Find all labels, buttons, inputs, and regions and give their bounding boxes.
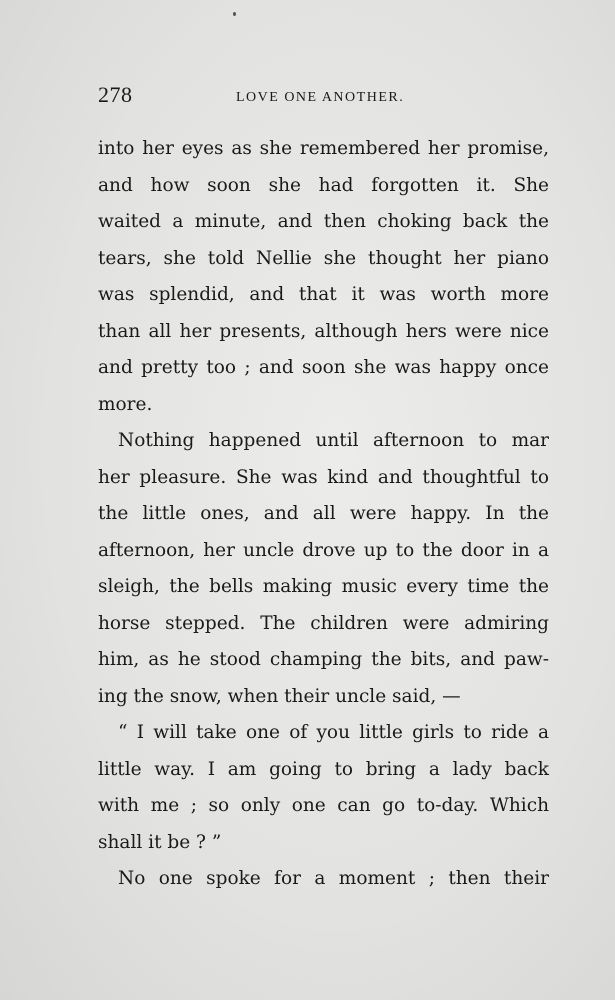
text-line: him, as he stood champing the bits, and paw- xyxy=(98,649,549,670)
text-line: afternoon, her uncle drove up to the door in a xyxy=(98,539,549,561)
text-line: “ I will take one of you little girls to ride a xyxy=(118,722,549,743)
text-line: Nothing happened until afternoon to mar xyxy=(118,430,549,451)
text-line: horse stepped. The children were admiring xyxy=(98,612,549,634)
text-line: and how soon she had forgotten it. She xyxy=(98,174,549,196)
body-text xyxy=(98,131,549,898)
text-line: little way. I am going to bring a lady back xyxy=(98,758,549,780)
text-line: her pleasure. She was kind and thoughtful to xyxy=(98,466,549,488)
text-line: the little ones, and all were happy. In the xyxy=(98,503,549,524)
page-header xyxy=(98,82,548,112)
text-line: sleigh, the bells making music every time the xyxy=(98,576,549,597)
ink-speck xyxy=(233,12,236,16)
running-title: LOVE ONE ANOTHER. xyxy=(236,90,405,105)
text-line: more. xyxy=(98,393,153,415)
text-line: ing the snow, when their uncle said, — xyxy=(98,685,461,707)
text-line: shall it be ? ” xyxy=(98,831,222,853)
page-number: 278 xyxy=(98,82,133,107)
text-line: tears, she told Nellie she thought her piano xyxy=(98,247,549,269)
text-line: was splendid, and that it was worth more xyxy=(98,284,549,305)
text-line: than all her presents, although hers were nice xyxy=(98,320,549,342)
text-line: No one spoke for a moment ; then their xyxy=(118,868,549,889)
text-line: into her eyes as she remembered her promise, xyxy=(98,138,549,159)
text-line: and pretty too ; and soon she was happy once xyxy=(98,357,549,378)
text-line: waited a minute, and then choking back the xyxy=(98,211,549,232)
text-line: with me ; so only one can go to-day. Which xyxy=(98,795,549,816)
